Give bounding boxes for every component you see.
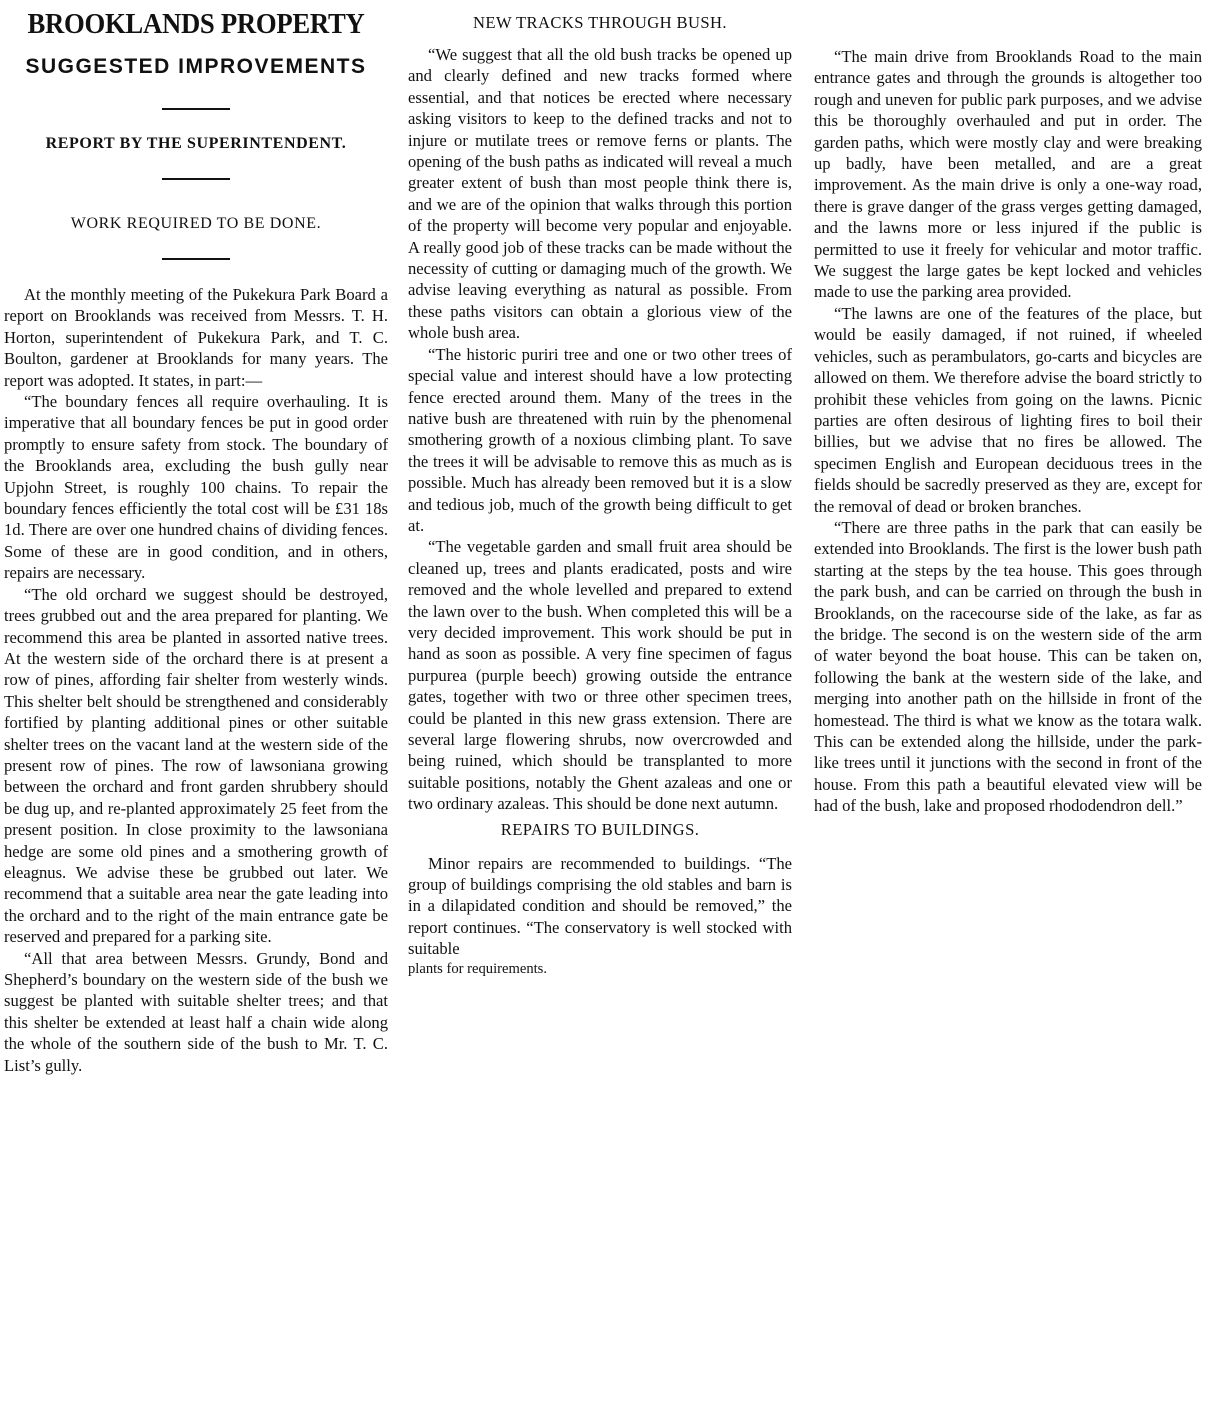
column-2 xyxy=(408,0,792,978)
paragraph: “We suggest that all the old bush tracks be opened up and clearly defined and new tracks formed where essential, and that notices be erected where necessary asking visitors to keep to the defined tracks and not to injure or mutilate trees or remove ferns or plants. The opening of the bush paths as indicated will reveal a much greater extent of bush than most people think there is, and we are of the opinion that walks through this portion of the property will become very popular and enjoyable. A really good job of these tracks can be made without the necessity of cutting or damaging much of the growth. We advise leaving everything as natural as possible. From these paths visitors can obtain a glorious view of the whole bush area. xyxy=(408,45,792,343)
work-subheading: WORK REQUIRED TO BE DONE. xyxy=(70,215,322,232)
paragraph: “The old orchard we suggest should be destroyed, trees grubbed out and the area prepared for planting. We recommend this area be planted in assorted native trees. At the western side of the orchard there is at present a row of pines, affording fair shelter from westerly winds. This shelter belt should be strengthened and considerably fortified by planting additional pines or other suitable shelter trees on the vacant land at the western side of the present row of pines. The row of lawsoniana growing between the orchard and front garden shrubbery should be dug up, and re-planted approximately 25 feet from the present position. In close proximity to the lawsoniana hedge are some old pines and a smothering growth of eleagnus. We advise these be grubbed out later. We recommend that a suitable area near the gate leading into the orchard and to the right of the main entrance gate be reserved and prepared for a parking site. xyxy=(4,584,388,947)
subheadline: SUGGESTED IMPROVEMENTS xyxy=(25,55,367,78)
report-byline: REPORT BY THE SUPERINTENDENT. xyxy=(45,135,347,152)
paragraph: Minor repairs are recommended to buildings. “The group of buildings comprising the old stables and barn is in a dilapidated condition and should be removed,” the report continues. “The conservatory is well stocked with suitable xyxy=(408,853,792,959)
paragraph: “All that area between Messrs. Grundy, Bond and Shepherd’s boundary on the western side of the bush we suggest be planted with suitable shelter trees; and that this shelter be extended at least half a chain wide along the whole of the southern side of the bush to Mr. T. C. List’s gully. xyxy=(4,948,388,1075)
paragraph: “The boundary fences all require overhauling. It is imperative that all boundary fences be put in good order promptly to ensure safety from stock. The boundary of the Brooklands area, excluding the bush gully near Upjohn Street, is roughly 100 chains. To repair the boundary fences efficiently the total cost will be £31 18s 1d. There are over one hundred chains of dividing fences. Some of these are in good condition, and in others, repairs are necessary. xyxy=(4,392,388,583)
paragraph: “The vegetable garden and small fruit area should be cleaned up, trees and plants eradicated, posts and wire removed and the whole levelled and prepared to extend the lawn over to the bush. When completed this will be a very decided improvement. This work should be put in hand as soon as possible. A very fine specimen of fagus purpurea (purple beech) growing outside the entrance gates, together with two or three other specimen trees, could be planted in this new grass extension. There are several large flowering shrubs, now overcrowded and being ruined, which should be transplanted to more suitable positions, notably the Ghent azaleas and one or two ordinary azaleas. This should be done next autumn. xyxy=(408,537,792,814)
paragraph: At the monthly meeting of the Pukekura Park Board a report on Brooklands was received from Messrs. T. H. Horton, superintendent of Pukekura Park, and T. C. Boulton, gardener at Brooklands for many years. The report was adopted. It states, in part:— xyxy=(4,285,388,390)
column-3 xyxy=(814,0,1202,817)
paragraph: “There are three paths in the park that can easily be extended into Brooklands. The first is the lower bush path starting at the steps by the tea house. This goes through the park bush, and can be carried on through the bush in Brooklands, on the racecourse side of the lake, as far as the bridge. The second is on the western side of the arm of water beyond the boat house. This can be taken on, following the bank at the western side of the lake, and merging into another path on the hillside in front of the homestead. The third is what we know as the totara walk. This can be extended along the hillside, under the park-like trees until it junctions with the second in front of the house. From this path a beautiful elevated view will be had of the bush, lake and proposed rhododendron dell.” xyxy=(814,517,1202,816)
section-heading: NEW TRACKS THROUGH BUSH. xyxy=(473,13,727,32)
paragraph-end: plants for requirements. xyxy=(408,960,548,977)
paragraph: “The historic puriri tree and one or two other trees of special value and interest should have a low protecting fence erected around them. Many of the trees in the native bush are threatened with ruin by the phenomenal smothering growth of a noxious climbing plant. To save the trees it will be advisable to remove this as much as is possible. Much has already been removed but it is a slow and tedious job, much of the growth being difficult to get at. xyxy=(408,344,792,535)
column-1 xyxy=(4,0,388,1076)
paragraph: “The main drive from Brooklands Road to the main entrance gates and through the grounds is altogether too rough and uneven for public park purposes, and we advise this be thoroughly overhauled and put in order. The garden paths, which were mostly clay and were breaking up badly, have been metalled, and are a great improvement. As the main drive is only a one-way road, there is grave danger of the grass verges getting damaged, and the lawns more or less injured if the public is permitted to use it freely for vehicular and motor traffic. We suggest the large gates be kept locked and vehicles made to use the parking area provided. xyxy=(814,47,1202,302)
section-heading: REPAIRS TO BUILDINGS. xyxy=(500,819,700,839)
paragraph: “The lawns are one of the features of the place, but would be easily damaged, if not ruined, if wheeled vehicles, such as perambulators, go-carts and bicycles are allowed on them. We therefore advise the board strictly to prohibit these vehicles from going on the lawns. Picnic parties are often desirous of lighting fires to boil their billies, but we advise that no fires be allowed. The specimen English and European deciduous trees in the fields should be sacredly preserved as they are, except for the removal of dead or broken branches. xyxy=(814,303,1202,516)
headline: BROOKLANDS PROPERTY xyxy=(27,8,365,40)
